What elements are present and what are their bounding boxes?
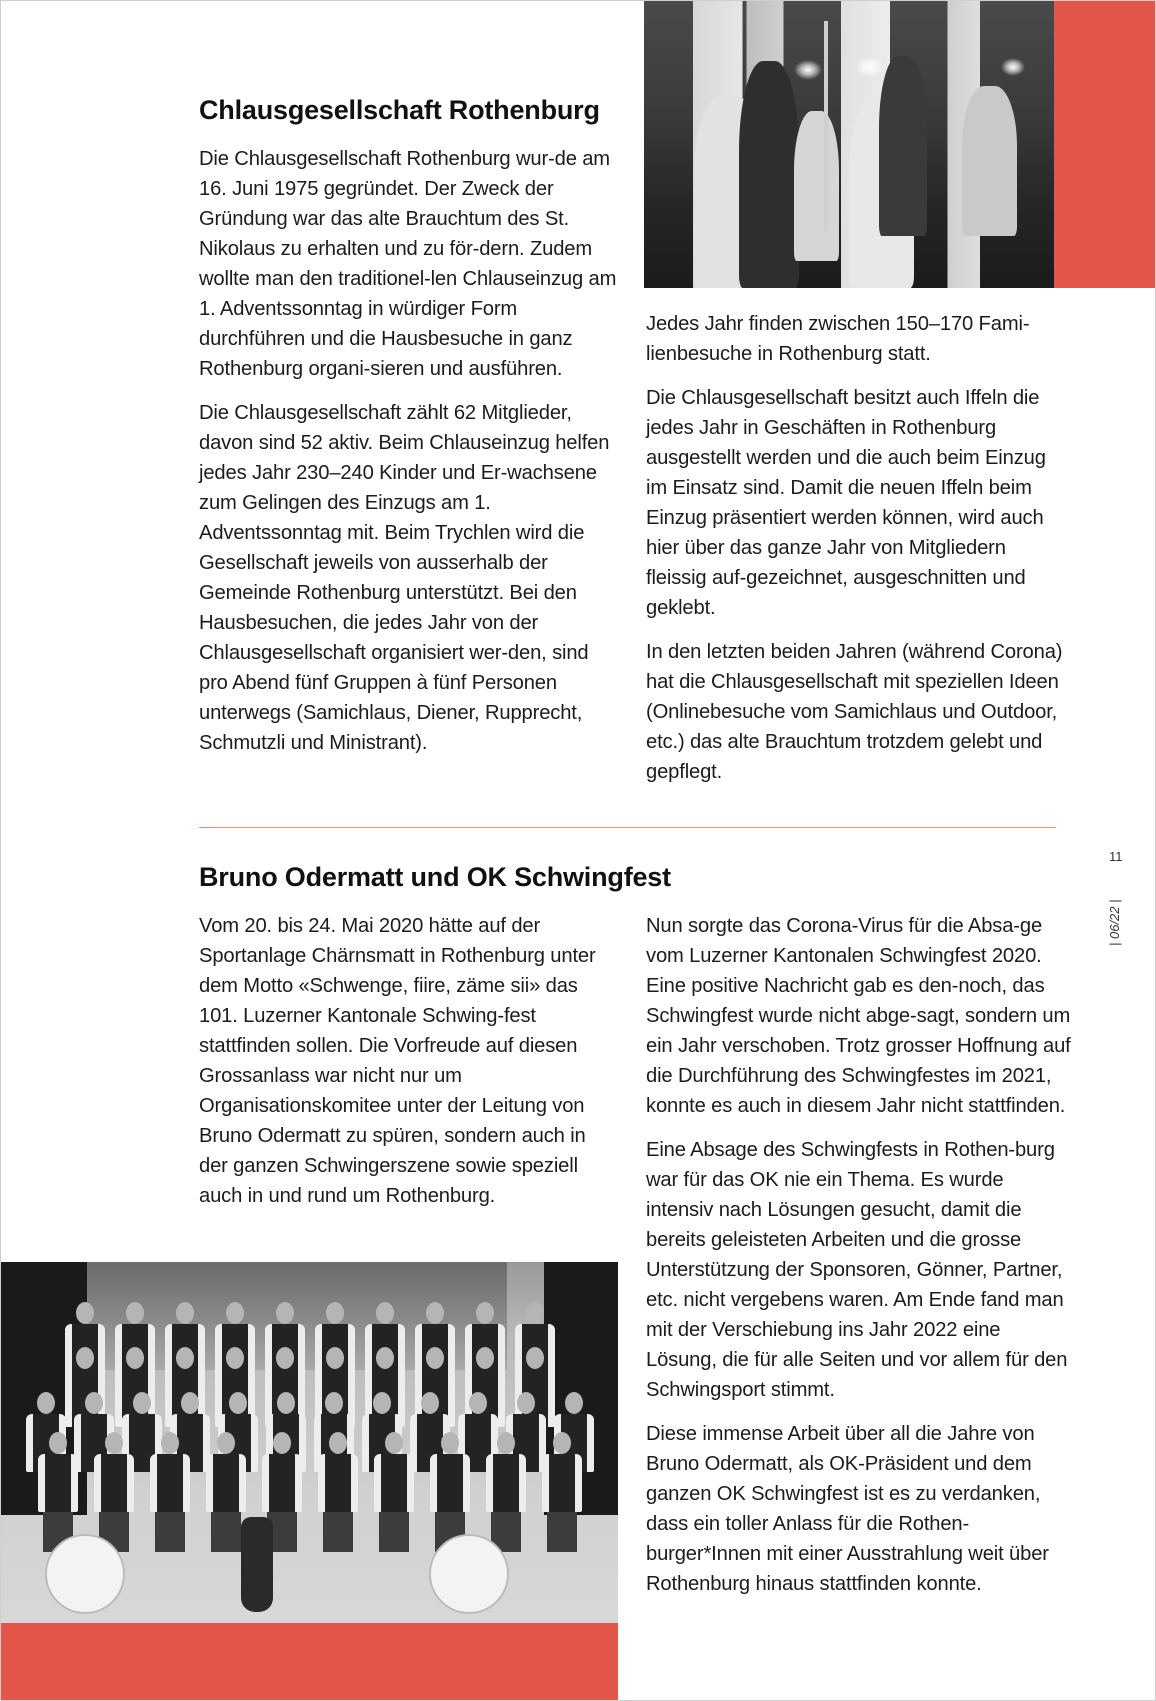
procession-photo bbox=[644, 1, 1054, 288]
accent-block-top-right bbox=[1054, 1, 1155, 288]
ok-schwingfest-group-photo bbox=[1, 1262, 618, 1623]
issue-label: | 06/22 | bbox=[1107, 899, 1122, 946]
paragraph: Die Chlausgesellschaft besitzt auch Iffeln die jedes Jahr in Geschäften in Rothenburg ausgestellt werden und die auch beim Einzug im Einsatz sind. Damit die neuen Iffeln beim Einzug präsentiert werden können, wird auch hier über das ganze Jahr von Mitgliedern fleissig auf-gezeichnet, ausgeschnitten und geklebt. bbox=[646, 387, 1046, 619]
photo-figure bbox=[962, 86, 1017, 236]
paragraph: Vom 20. bis 24. Mai 2020 hätte auf der Sportanlage Chärnsmatt in Rothenburg unter dem Motto «Schwenge, fiire, zäme sii» das 101. Luzerner Kantonale Schwing-fest stattfinden sollen. Die Vorfreude auf diesen Grossanlass war nicht nur um Organisationskomitee unter der Leitung von Bruno Odermatt zu spüren, sondern auch in der ganzen Schwingerszene sowie speziell auch in und rund um Rothenburg. bbox=[199, 915, 596, 1207]
schwingfest-logo-sign-right bbox=[429, 1534, 509, 1614]
article2-left-column bbox=[199, 911, 619, 1225]
article2-right-column bbox=[646, 911, 1071, 1613]
article-title-schwingfest: Bruno Odermatt und OK Schwingfest bbox=[199, 862, 671, 892]
accent-bar-bottom-left bbox=[1, 1623, 618, 1700]
paragraph: Diese immense Arbeit über all die Jahre von Bruno Odermatt, als OK-Präsident und dem ganzen OK Schwingfest ist es zu verdanken, dass ein toller Anlass für die Rothen-burger*Innen mit einer Ausstrahlung weit über Rothenburg hinaus stattfinden konnte. bbox=[646, 1423, 1049, 1595]
article1-right-column bbox=[646, 309, 1066, 801]
paragraph: Die Chlausgesellschaft zählt 62 Mitglieder, davon sind 52 aktiv. Beim Chlauseinzug helfen jedes Jahr 230–240 Kinder und Er-wachsene zum Gelingen des Einzugs am 1. Adventssonntag mit. Beim Trychlen wird die Gesellschaft jeweils von ausserhalb der Gemeinde Rothenburg unterstützt. Bei den Hausbesuchen, die jedes Jahr von der Chlausgesellschaft organisiert wer-den, sind pro Abend fünf Gruppen à fünf Personen unterwegs (Samichlaus, Diener, Rupprecht, Schmutzli und Ministrant). bbox=[199, 402, 610, 754]
paragraph: Jedes Jahr finden zwischen 150–170 Fami-lienbesuche in Rothenburg statt. bbox=[646, 313, 1030, 365]
paragraph: Die Chlausgesellschaft Rothenburg wur-de am 16. Juni 1975 gegründet. Der Zweck der Gründung war das alte Brauchtum des St. Nikolaus zu erhalten und zu för-dern. Zudem wollte man den traditionel-len Chlauseinzug am 1. Adventssonntag in würdiger Form durchführen und die Hausbesuche in ganz Rothenburg organi-sieren und ausführen. bbox=[199, 148, 617, 380]
article-title-chlausgesellschaft: Chlausgesellschaft Rothenburg bbox=[199, 95, 600, 125]
paragraph: Eine Absage des Schwingfests in Rothen-burg war für das OK nie ein Thema. Es wurde intensiv nach Lösungen gesucht, damit die bereits geleisteten Arbeiten und die grosse Unterstützung der Sponsoren, Gönner, Partner, etc. nicht vergebens waren. Am Ende fand man mit der Verschiebung ins Jahr 2022 eine Lösung, die für alle Seiten und vor allem für den Schwingsport stimmt. bbox=[646, 1139, 1068, 1401]
schwingfest-logo-sign-left bbox=[45, 1534, 125, 1614]
section-divider bbox=[199, 827, 1056, 828]
photo-figure bbox=[739, 61, 799, 288]
bishop-staff bbox=[824, 21, 828, 231]
photo-figure bbox=[879, 56, 927, 236]
page-number: 11 bbox=[1109, 849, 1123, 864]
photo-figure bbox=[794, 111, 839, 261]
paragraph: In den letzten beiden Jahren (während Corona) hat die Chlausgesellschaft mit speziellen Ideen (Onlinebesuche vom Samichlaus und Outdoor, etc.) das alte Brauchtum trotzdem gelebt und gepflegt. bbox=[646, 641, 1063, 783]
paragraph: Nun sorgte das Corona-Virus für die Absa-ge vom Luzerner Kantonalen Schwingfest 2020. Eine positive Nachricht gab es den-noch, das Schwingfest wurde nicht abge-sagt, sondern um ein Jahr verschoben. Trotz grosser Hoffnung auf die Durchführung des Schwingfestes im 2021, konnte es auch in diesem Jahr nicht stattfinden. bbox=[646, 915, 1071, 1117]
article1-left-column bbox=[199, 144, 619, 772]
cowbell-trophy bbox=[241, 1517, 273, 1612]
